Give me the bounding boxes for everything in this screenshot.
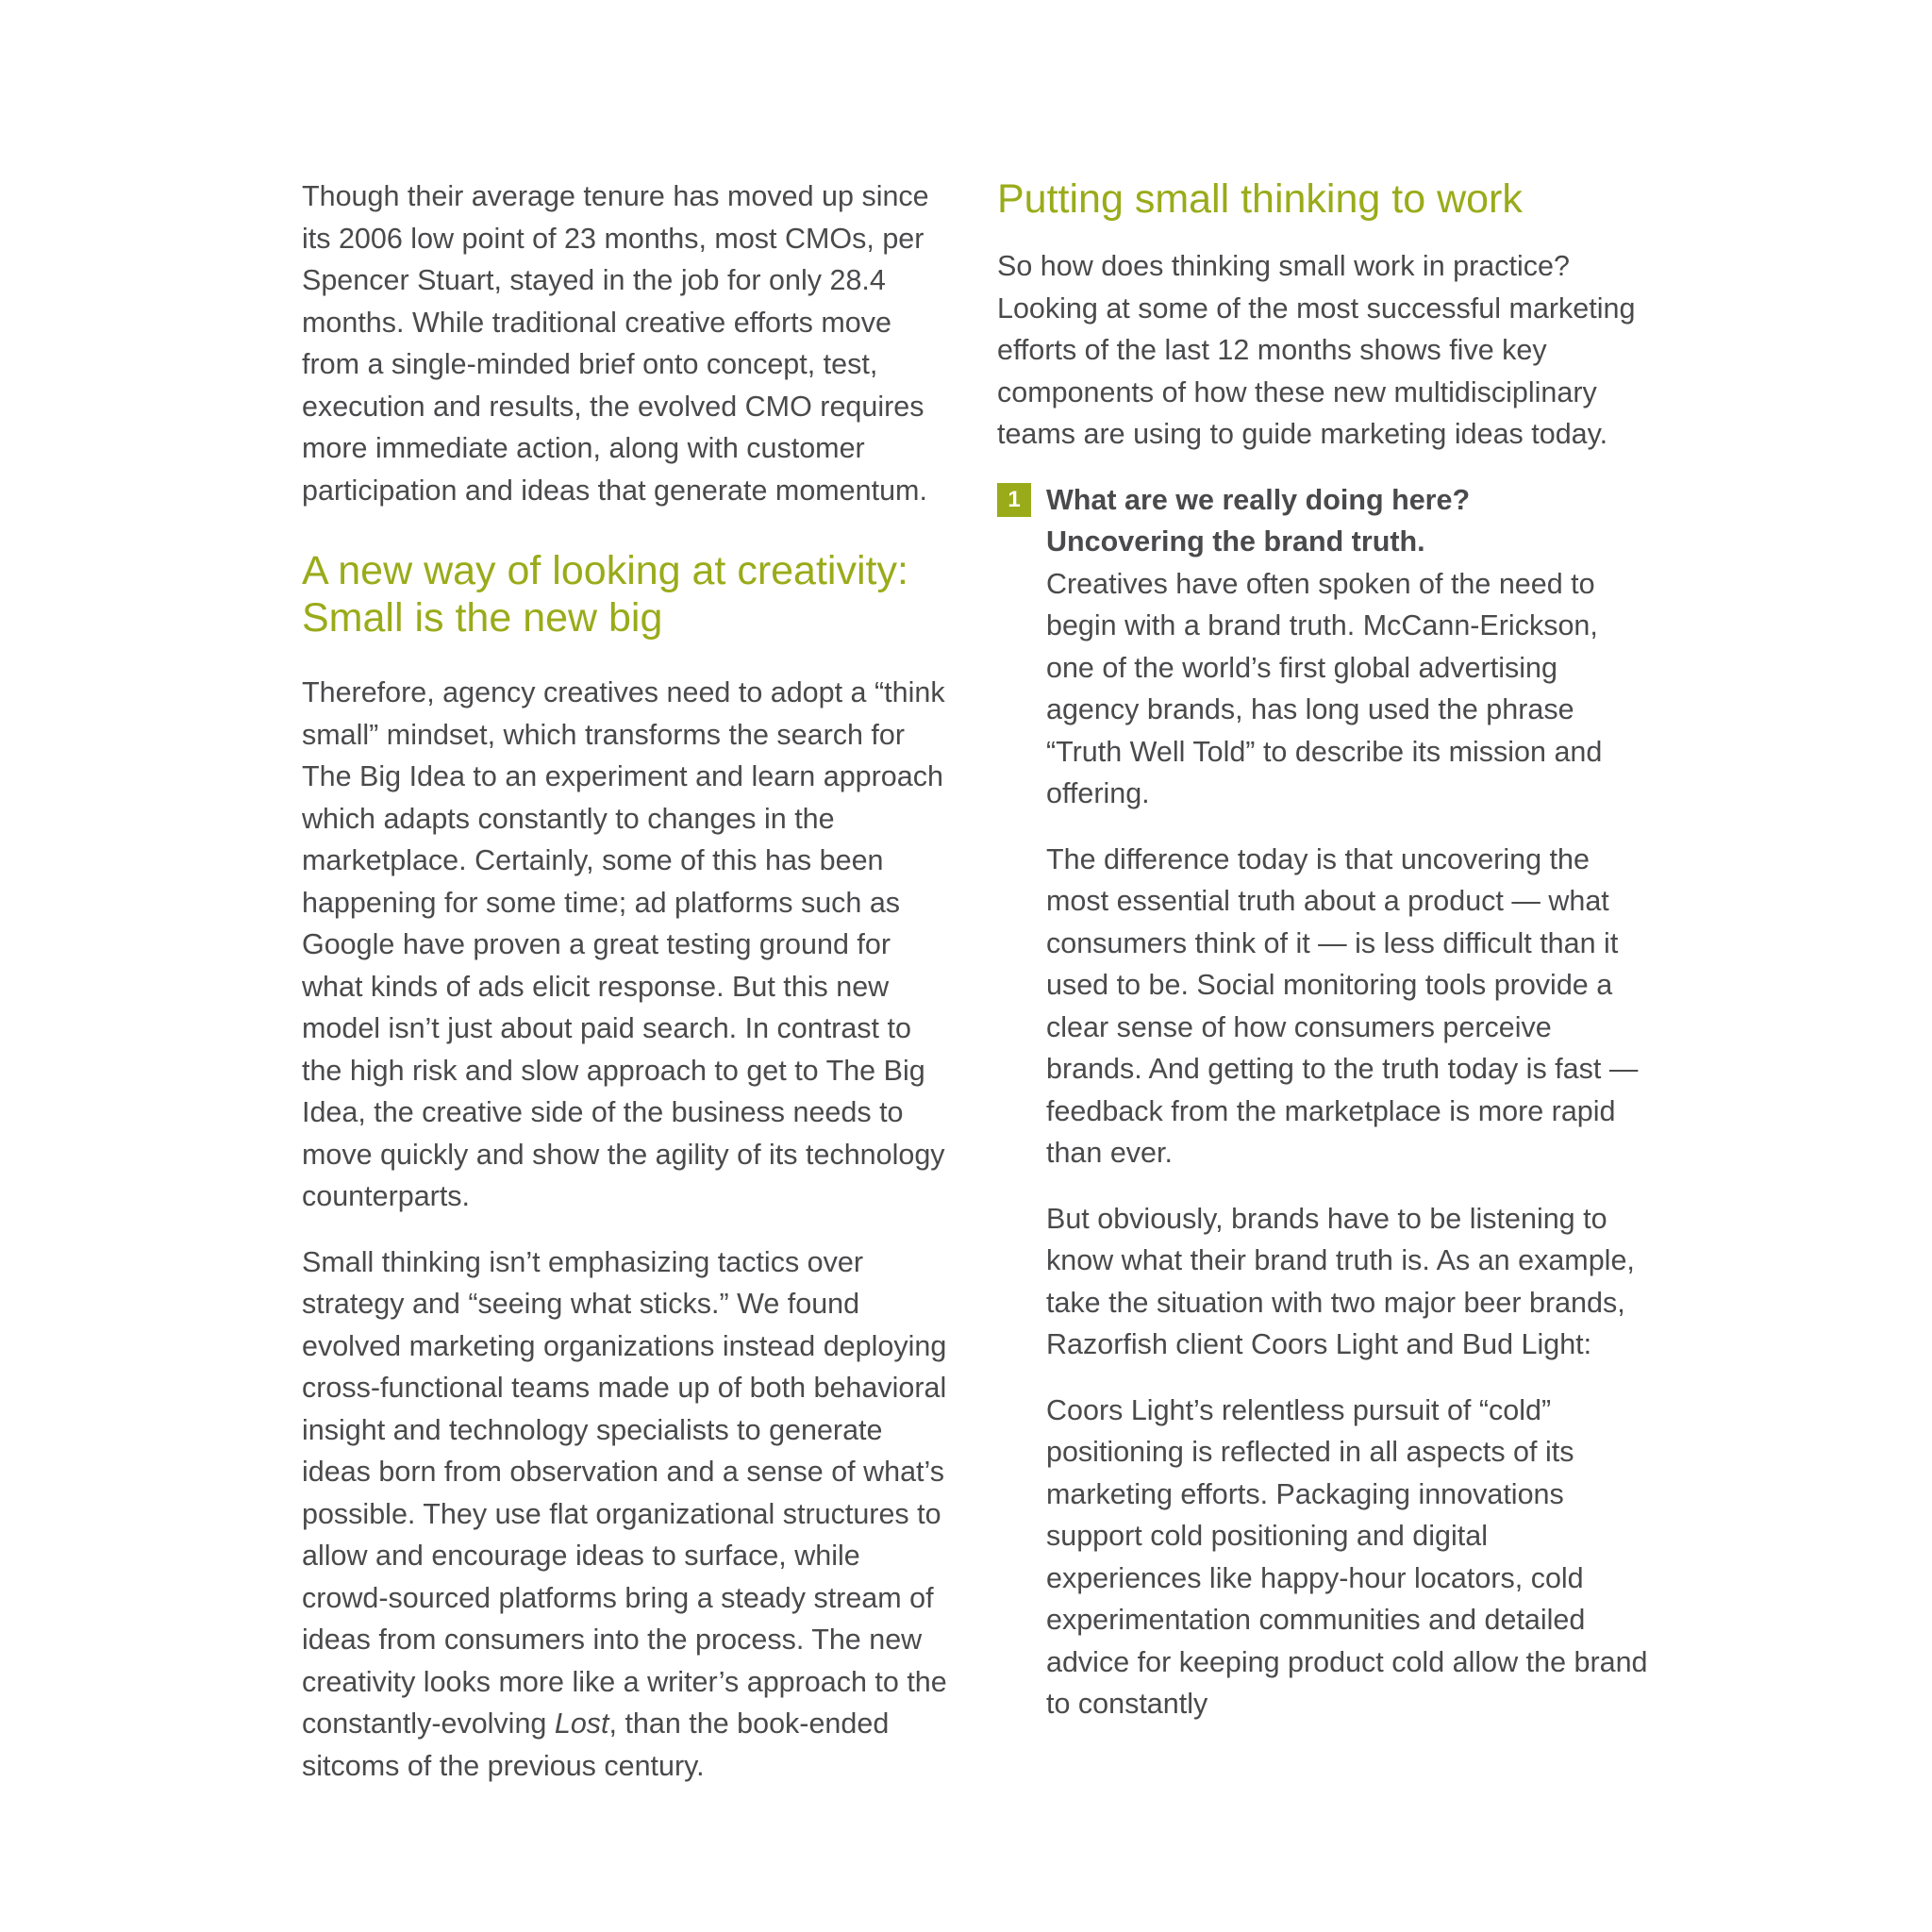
left-paragraph-2: Therefore, agency creatives need to adopt a “think small” mindset, which transforms the search for The Big Idea to an experiment and learn approach which adapts constantly to changes in the marketplace. Certainly, some of this has been happening for some time; ad platforms such as Google have proven a great testing ground for what kinds of ads elicit response. But this new model isn’t just about paid search. In contrast to the high risk and slow approach to get to The Big Idea, the creative side of the business needs to move quickly and show the agility of its technology counterparts. [302, 676, 945, 1212]
left-paragraph-3-part-a: Small thinking isn’t emphasizing tactics over strategy and “seeing what sticks.” We found evolved marketing organizations instead deploying cross-functional teams made up of both behavioral insight and technology specialists to generate ideas born from observation and a sense of what’s possible. They use flat organizational structures to allow and encourage ideas to surface, while crowd-sourced platforms bring a steady stream of ideas from consumers into the process. The new creativity looks more like a writer’s approach to the constantly-evolving [302, 1245, 947, 1740]
item-1-heading [1046, 479, 1648, 563]
section-heading-putting-small-thinking: Putting small thinking to work [997, 176, 1523, 222]
item-1-paragraph-4: Coors Light’s relentless pursuit of “cold” positioning is reflected in all aspects of its marketing efforts. Packaging innovations support cold positioning and digital experiences like happy-hour locators, cold experimentation communities and detailed advice for keeping product cold allow the brand to constantly [1046, 1393, 1648, 1720]
item-1-heading-line-2: Uncovering the brand truth. [1046, 525, 1425, 558]
left-paragraph-3 [302, 1241, 948, 1788]
left-column [302, 175, 948, 1810]
right-column [997, 175, 1648, 1749]
section-heading-new-way: A new way of looking at creativity: Small is the new big [302, 548, 908, 641]
right-intro-paragraph: So how does thinking small work in practice? Looking at some of the most successful marketing efforts of the last 12 months shows five key components of how these new multidisciplinary teams are using to guide marketing ideas today. [997, 250, 1636, 450]
lost-title-italic: Lost [554, 1707, 609, 1740]
item-1-paragraph-2: The difference today is that uncovering the most essential truth about a product — what consumers think of it — is less difficult than it used to be. Social monitoring tools provide a clear sense of how consumers perceive brands. And getting to the truth today is fast — feedback from the marketplace is more rapid than ever. [1046, 842, 1639, 1169]
left-paragraph-1: Though their average tenure has moved up since its 2006 low point of 23 months, most CMOs, per Spencer Stuart, stayed in the job for only 28.4 months. While traditional creative efforts move from a single-minded brief onto concept, test, execution and results, the evolved CMO requires more immediate action, along with customer participation and ideas that generate momentum. [302, 180, 929, 507]
number-badge: 1 [997, 483, 1031, 517]
item-1-heading-line-1: What are we really doing here? [1046, 483, 1471, 516]
numbered-item-1 [997, 479, 1648, 1725]
left-paragraph-3-part-b: , than the book-ended sitcoms of the previous century. [302, 1707, 890, 1782]
item-1-paragraph-3: But obviously, brands have to be listening to know what their brand truth is. As an example, take the situation with two major beer brands, Razorfish client Coors Light and Bud Light: [1046, 1202, 1635, 1360]
item-1-paragraph-1: Creatives have often spoken of the need to begin with a brand truth. McCann-Erickson, one of the world’s first global advertising agency brands, has long used the phrase “Truth Well Told” to describe its mission and offering. [1046, 567, 1603, 809]
